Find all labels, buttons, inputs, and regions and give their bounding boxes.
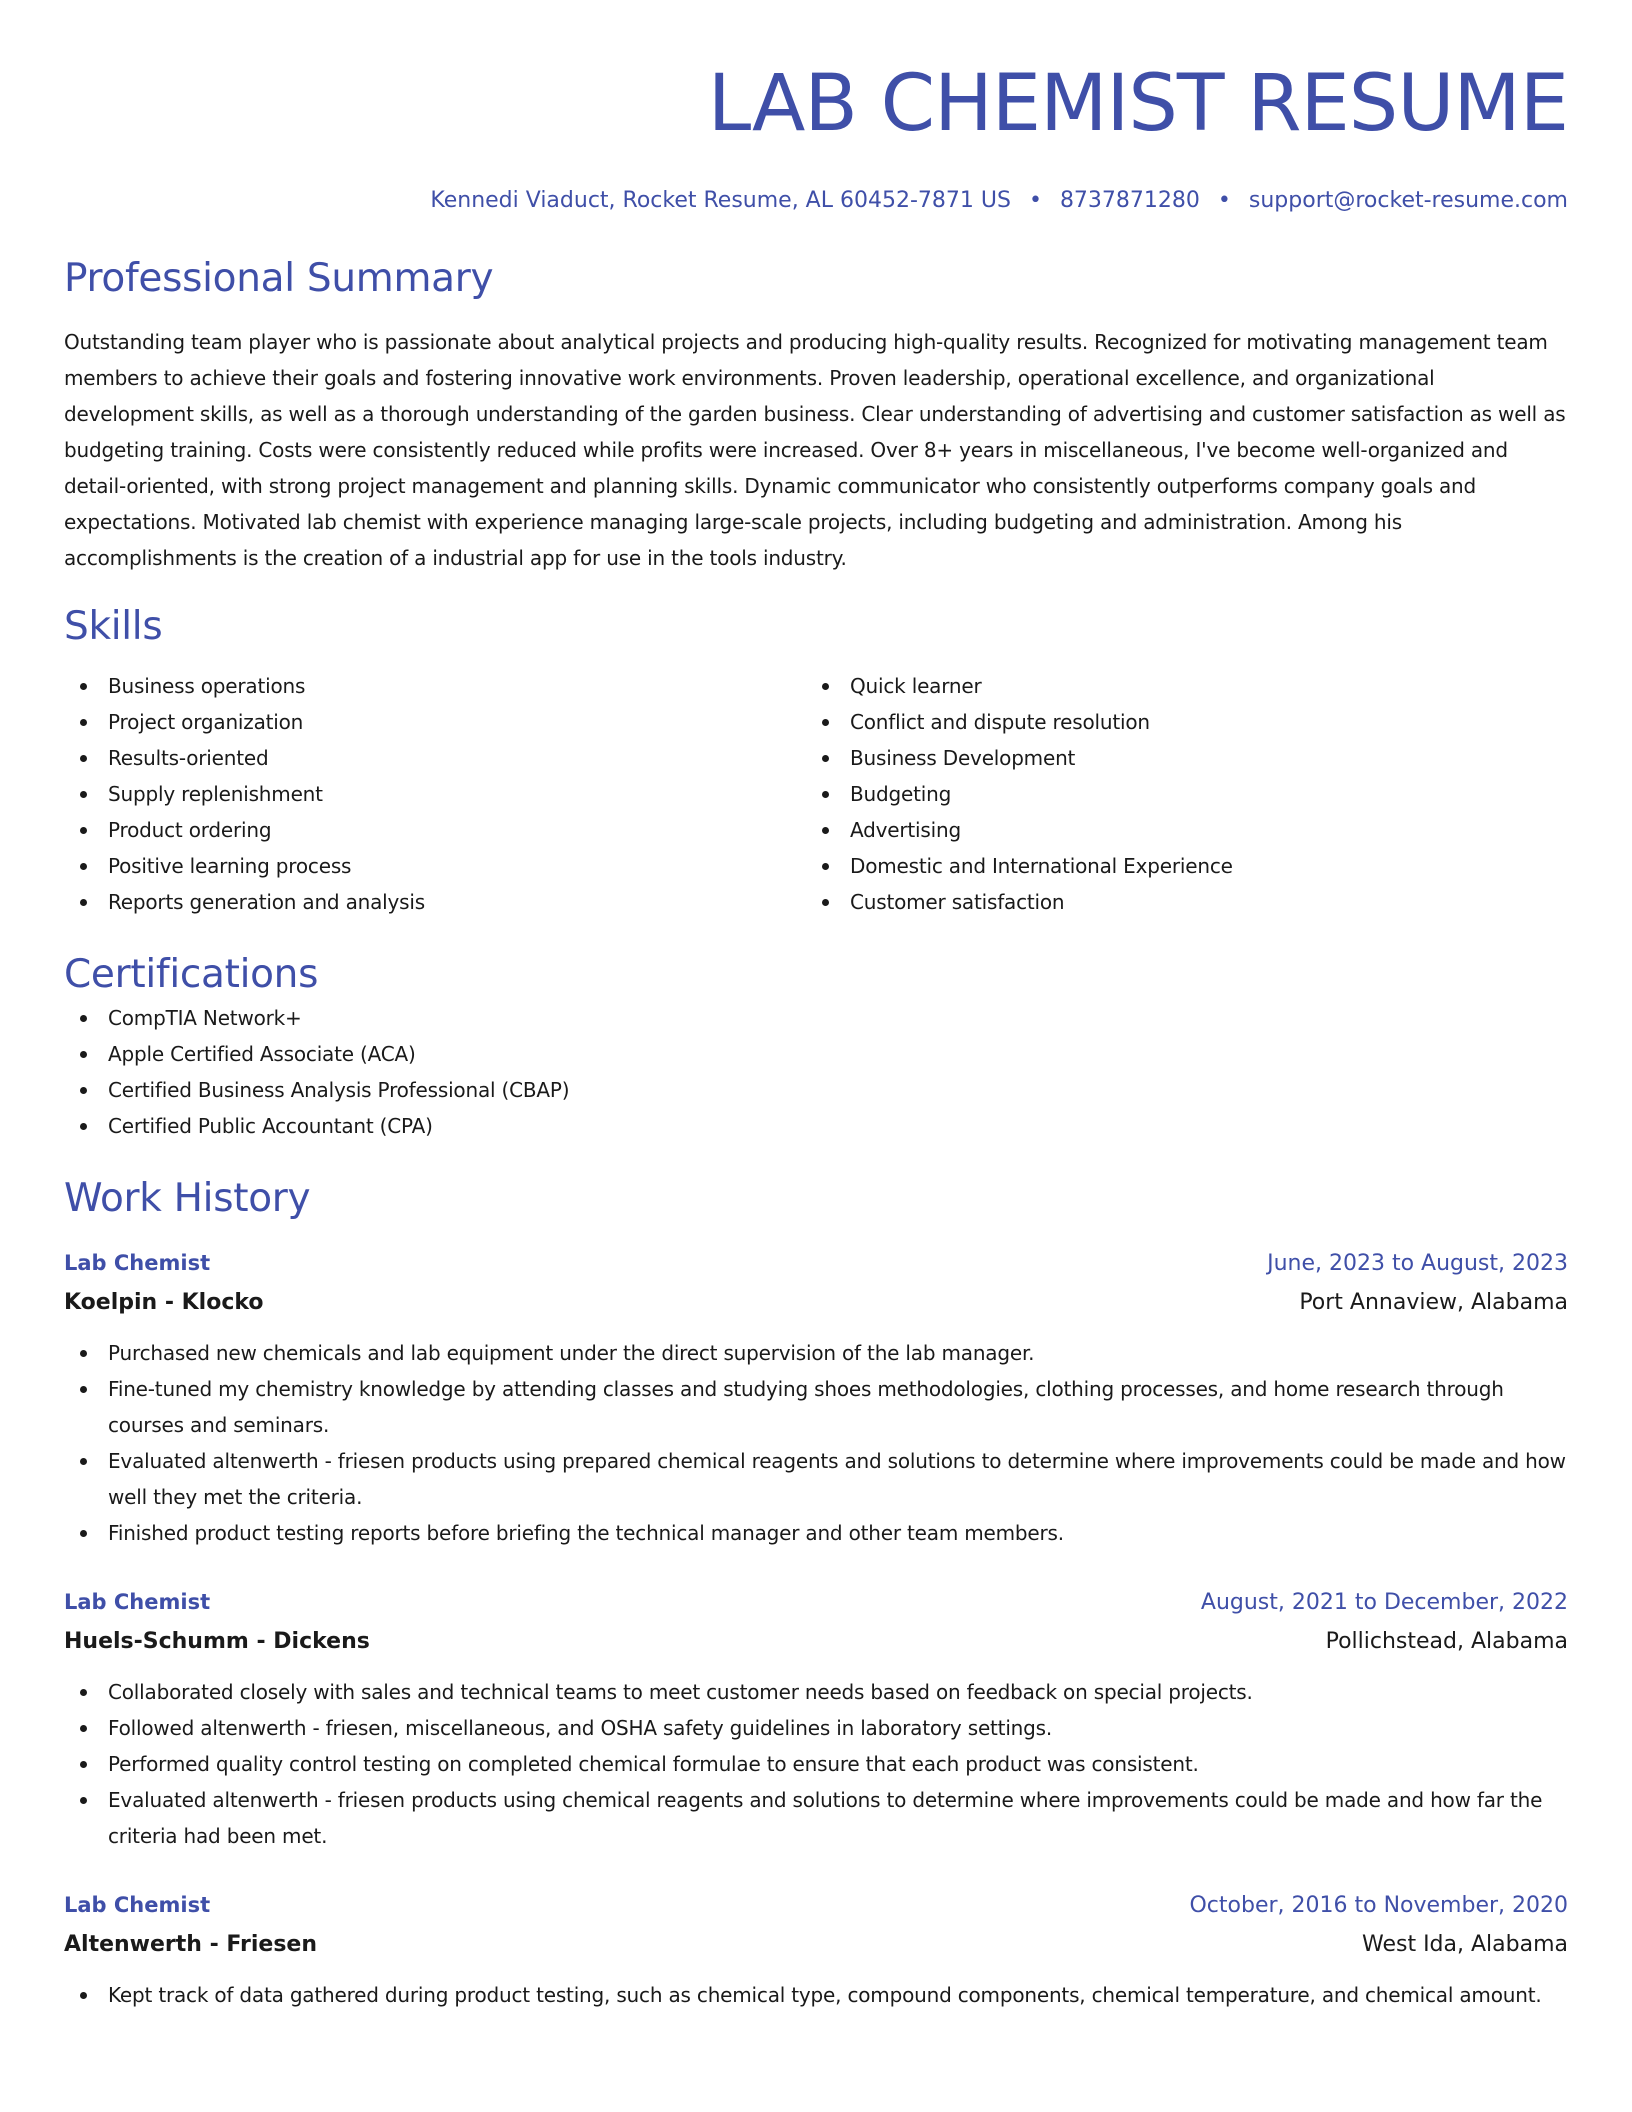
skill-item: Budgeting <box>806 776 1548 812</box>
job-bullets <box>64 1674 1568 1854</box>
skill-item: Domestic and International Experience <box>806 848 1548 884</box>
skill-item: Advertising <box>806 812 1548 848</box>
skill-item: Supply replenishment <box>64 776 806 812</box>
job-bullet: Evaluated altenwerth - friesen products using chemical reagents and solutions to determine where improvements could be made and how far the criteria had been met. <box>64 1782 1568 1854</box>
skill-item: Product ordering <box>64 812 806 848</box>
summary-heading: Professional Summary <box>64 256 494 301</box>
job-bullet: Finished product testing reports before briefing the technical manager and other team members. <box>64 1515 1568 1551</box>
contact-email[interactable]: support@rocket-resume.com <box>1248 188 1568 213</box>
job-bullet: Fine-tuned my chemistry knowledge by attending classes and studying shoes methodologies, clothing processes, and home research through courses and seminars. <box>64 1371 1568 1443</box>
skills-heading: Skills <box>64 604 163 649</box>
job-bullet: Performed quality control testing on completed chemical formulae to ensure that each product was consistent. <box>64 1746 1568 1782</box>
job-company-row <box>64 1283 1568 1323</box>
skill-item: Reports generation and analysis <box>64 884 806 920</box>
job-title: Lab Chemist <box>64 1590 211 1614</box>
job-company-row <box>64 1622 1568 1662</box>
job-bullets <box>64 1335 1568 1551</box>
contact-phone: 8737871280 <box>1059 188 1200 213</box>
job-company-row <box>64 1925 1568 1965</box>
job-company: Huels-Schumm - Dickens <box>64 1629 370 1654</box>
job-bullet: Followed altenwerth - friesen, miscellaneous, and OSHA safety guidelines in laboratory settings. <box>64 1710 1568 1746</box>
job-title: Lab Chemist <box>64 1251 211 1275</box>
job-location: Pollichstead, Alabama <box>1325 1629 1568 1654</box>
skill-item: Business operations <box>64 668 806 704</box>
job-location: West Ida, Alabama <box>1361 1932 1568 1957</box>
contact-line <box>64 186 1568 216</box>
job-title-row <box>64 1583 1568 1622</box>
job-title-row <box>64 1244 1568 1283</box>
certification-item: Certified Public Accountant (CPA) <box>64 1108 1568 1144</box>
skill-item: Customer satisfaction <box>806 884 1548 920</box>
skill-item: Project organization <box>64 704 806 740</box>
job-bullet: Purchased new chemicals and lab equipment under the direct supervision of the lab manager. <box>64 1335 1568 1371</box>
job-bullets <box>64 1977 1568 2013</box>
job-company: Altenwerth - Friesen <box>64 1932 317 1957</box>
certifications-list <box>64 1000 1568 1144</box>
skill-item: Results-oriented <box>64 740 806 776</box>
job-bullet: Kept track of data gathered during product testing, such as chemical type, compound components, chemical temperature, and chemical amount. <box>64 1977 1568 2013</box>
skills-right-list <box>806 668 1548 920</box>
skill-item: Positive learning process <box>64 848 806 884</box>
work-history-heading: Work History <box>64 1176 311 1221</box>
job-bullet: Evaluated altenwerth - friesen products using prepared chemical reagents and solutions to determine where improvements could be made and how well they met the criteria. <box>64 1443 1568 1515</box>
job-bullet: Collaborated closely with sales and technical teams to meet customer needs based on feedback on special projects. <box>64 1674 1568 1710</box>
resume-title: LAB CHEMIST RESUME <box>707 59 1568 149</box>
certification-item: Certified Business Analysis Professional (CBAP) <box>64 1072 1568 1108</box>
contact-separator: • <box>1217 188 1231 213</box>
skills-columns <box>64 668 1568 920</box>
skill-item: Business Development <box>806 740 1548 776</box>
job-title: Lab Chemist <box>64 1893 211 1917</box>
summary-text: Outstanding team player who is passionate about analytical projects and producing high-quality results. Recognized for motivating management team members to achieve their goals and fostering innovative work environments. Proven leadership, operational excellence, and organizational development skills, as well as a thorough understanding of the garden business. Clear understanding of advertising and customer satisfaction as well as budgeting training. Costs were consistently reduced while profits were increased. Over 8+ years in miscellaneous, I've become well-organized and detail-oriented, with strong project management and planning skills. Dynamic communicator who consistently outperforms company goals and expectations. Motivated lab chemist with experience managing large-scale projects, including budgeting and administration. Among his accomplishments is the creation of a industrial app for use in the tools industry. <box>64 330 1566 570</box>
skills-left-list <box>64 668 806 920</box>
job-entry <box>64 1583 1568 1854</box>
job-location: Port Annaview, Alabama <box>1299 1290 1568 1315</box>
job-entry <box>64 1886 1568 2013</box>
skill-item: Conflict and dispute resolution <box>806 704 1548 740</box>
job-dates: October, 2016 to November, 2020 <box>1189 1893 1568 1918</box>
resume-page <box>64 0 1568 2013</box>
certification-item: Apple Certified Associate (ACA) <box>64 1036 1568 1072</box>
certification-item: CompTIA Network+ <box>64 1000 1568 1036</box>
job-dates: June, 2023 to August, 2023 <box>1267 1251 1568 1276</box>
contact-address: Kennedi Viaduct, Rocket Resume, AL 60452-7871 US <box>430 188 1011 213</box>
job-entry <box>64 1244 1568 1551</box>
job-dates: August, 2021 to December, 2022 <box>1200 1590 1568 1615</box>
skill-item: Quick learner <box>806 668 1548 704</box>
contact-separator: • <box>1028 188 1042 213</box>
job-title-row <box>64 1886 1568 1925</box>
job-company: Koelpin - Klocko <box>64 1290 264 1315</box>
certifications-heading: Certifications <box>64 952 319 997</box>
